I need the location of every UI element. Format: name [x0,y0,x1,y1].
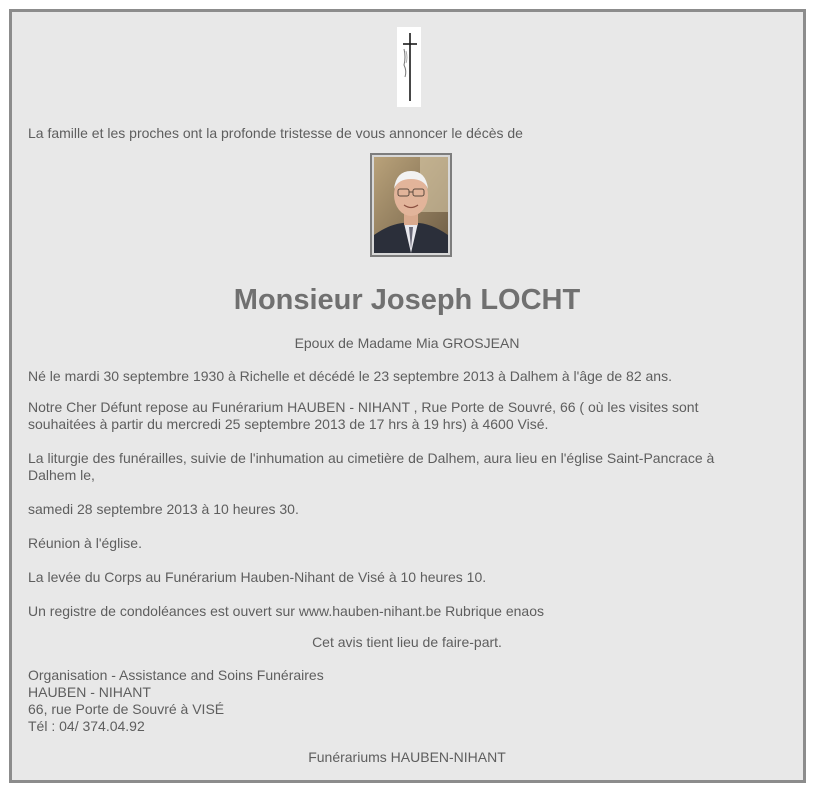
organisation-name: HAUBEN - NIHANT [28,684,151,700]
deceased-name: Monsieur Joseph LOCHT [233,284,581,316]
ceremony-date: samedi 28 septembre 2013 à 10 heures 30. [28,501,299,517]
portrait-photo [370,153,452,257]
obituary-card [9,9,806,783]
notice-text: Cet avis tient lieu de faire-part. [312,634,502,650]
footer-text: Funérariums HAUBEN-NIHANT [308,749,506,765]
meeting-text: Réunion à l'église. [28,535,142,551]
repose-text: Notre Cher Défunt repose au Funérarium HAUBEN - NIHANT , Rue Porte de Souvré, 66 ( où les visites sont souhaitées à partir du mercredi 25 septembre 2013 de 17 hrs à 19 hrs) à 4600 Visé. [28,399,699,432]
organisation-block [28,667,324,735]
levee-text: La levée du Corps au Funérarium Hauben-Nihant de Visé à 10 heures 10. [28,569,487,585]
intro-text: La famille et les proches ont la profonde tristesse de vous annoncer le décès de [28,125,523,141]
organisation-line: Organisation - Assistance and Soins Funéraires [28,667,324,683]
organisation-phone: Tél : 04/ 374.04.92 [28,718,145,734]
birth-death-text: Né le mardi 30 septembre 1930 à Richelle et décédé le 23 septembre 2013 à Dalhem à l'âge de 82 ans. [28,368,672,384]
spouse-line: Epoux de Madame Mia GROSJEAN [294,335,520,351]
register-text: Un registre de condoléances est ouvert sur www.hauben-nihant.be Rubrique enaos [28,603,544,619]
organisation-address: 66, rue Porte de Souvré à VISÉ [28,701,225,717]
cross-emblem-icon [397,27,421,107]
liturgy-text: La liturgie des funérailles, suivie de l'inhumation au cimetière de Dalhem, aura lieu en l'église Saint-Pancrace à Dalhem le, [28,450,715,483]
